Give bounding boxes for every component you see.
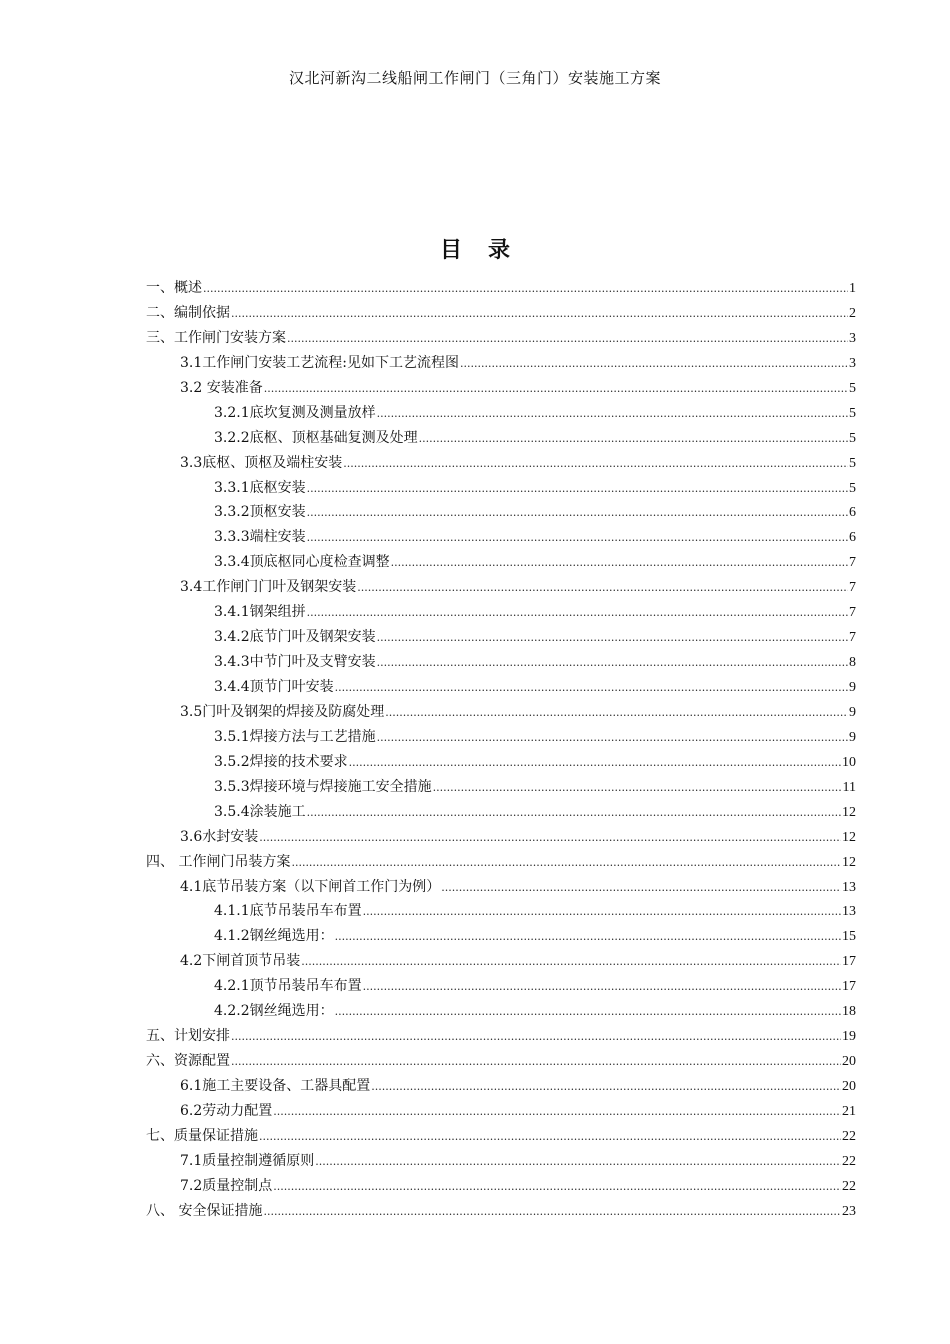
- toc-leader-dots: [363, 900, 841, 925]
- toc-leader-dots: [363, 975, 841, 1000]
- toc-entry-title: 4.2下闸首顶节吊装: [180, 953, 301, 970]
- toc-entry-title: 3.5.4涂装施工: [214, 803, 306, 820]
- toc-entry-title: 七、质量保证措施: [146, 1127, 258, 1144]
- toc-entry[interactable]: [146, 276, 856, 301]
- toc-page-number: 18: [842, 1004, 856, 1020]
- toc-entry[interactable]: [146, 550, 856, 575]
- toc-leader-dots: [301, 950, 841, 975]
- toc-page-number: 5: [849, 430, 856, 446]
- toc-entry[interactable]: [146, 1149, 856, 1174]
- toc-entry-title: 3.4工作闸门门叶及钢架安装: [180, 579, 357, 596]
- toc-leader-dots: [307, 601, 848, 626]
- toc-entry-title: 3.2 安装准备: [180, 379, 263, 396]
- toc-entry[interactable]: [146, 675, 856, 700]
- toc-page-number: 13: [842, 904, 856, 920]
- toc-page-number: 6: [849, 505, 856, 521]
- toc-page-number: 3: [849, 355, 856, 371]
- table-of-contents: [146, 276, 856, 1224]
- toc-leader-dots: [231, 1050, 841, 1075]
- toc-leader-dots: [377, 402, 848, 427]
- toc-page-number: 21: [842, 1103, 856, 1119]
- toc-title: 目录: [439, 237, 536, 263]
- toc-leader-dots: [231, 1025, 841, 1050]
- toc-entry[interactable]: [146, 376, 856, 401]
- toc-page-number: 7: [849, 555, 856, 571]
- toc-page-number: 19: [842, 1029, 856, 1045]
- toc-entry-title: 3.4.3中节门叶及支臂安装: [214, 654, 376, 671]
- toc-leader-dots: [273, 1175, 841, 1200]
- toc-entry-title: 7.1质量控制遵循原则: [180, 1152, 315, 1169]
- toc-entry-title: 4.1.2钢丝绳选用：: [214, 928, 334, 945]
- toc-entry[interactable]: [146, 1074, 856, 1099]
- toc-leader-dots: [315, 1150, 841, 1175]
- toc-entry[interactable]: [146, 899, 856, 924]
- toc-leader-dots: [263, 1200, 841, 1225]
- toc-page-number: 22: [842, 1153, 856, 1169]
- toc-leader-dots: [460, 352, 848, 377]
- toc-entry[interactable]: [146, 850, 856, 875]
- toc-page-number: 10: [842, 754, 856, 770]
- toc-page-number: 9: [849, 680, 856, 695]
- toc-entry-title: 3.4.2底节门叶及钢架安装: [214, 629, 376, 646]
- toc-entry[interactable]: [146, 949, 856, 974]
- toc-leader-dots: [231, 302, 848, 327]
- toc-entry-title: 4.1.1底节吊装吊车布置: [214, 903, 362, 920]
- toc-page-number: 1: [849, 281, 856, 296]
- toc-leader-dots: [377, 726, 848, 751]
- toc-entry[interactable]: [146, 426, 856, 451]
- toc-entry[interactable]: [146, 825, 856, 850]
- toc-entry[interactable]: [146, 800, 856, 825]
- page-header: 汉北河新沟二线船闸工作闸门（三角门）安装施工方案: [288, 69, 661, 87]
- toc-entry[interactable]: [146, 924, 856, 949]
- toc-page-number: 23: [842, 1203, 856, 1219]
- toc-entry[interactable]: [146, 1099, 856, 1124]
- toc-entry-title: 3.4.1钢架组拼: [214, 604, 306, 621]
- toc-entry-title: 3.3底枢、顶枢及端柱安装: [180, 454, 343, 471]
- toc-entry[interactable]: [146, 750, 856, 775]
- toc-entry-title: 4.1底节吊装方案（以下闸首工作门为例）: [180, 878, 441, 895]
- toc-page-number: 12: [842, 854, 856, 870]
- toc-entry[interactable]: [146, 575, 856, 600]
- toc-entry-title: 6.1施工主要设备、工器具配置: [180, 1078, 371, 1094]
- toc-leader-dots: [273, 1100, 841, 1125]
- toc-entry[interactable]: [146, 974, 856, 999]
- toc-entry[interactable]: [146, 351, 856, 376]
- toc-entry-title: 3.3.1底枢安装: [214, 479, 306, 496]
- toc-entry[interactable]: [146, 476, 856, 501]
- toc-entry-title: 3.3.2顶枢安装: [214, 504, 306, 521]
- toc-entry[interactable]: [146, 625, 856, 650]
- toc-entry-title: 3.5.3焊接环境与焊接施工安全措施: [214, 778, 432, 795]
- toc-page-number: 13: [842, 879, 856, 895]
- toc-entry[interactable]: [146, 1199, 856, 1224]
- toc-leader-dots: [307, 801, 841, 826]
- toc-entry-title: 6.2劳动力配置: [180, 1102, 273, 1119]
- toc-page-number: 12: [842, 804, 856, 820]
- toc-leader-dots: [203, 277, 848, 302]
- toc-leader-dots: [335, 1000, 841, 1025]
- toc-entry-title: 3.2.1底坎复测及测量放样: [214, 404, 376, 421]
- toc-entry-title: 八、 安全保证措施: [146, 1202, 263, 1219]
- toc-leader-dots: [264, 377, 848, 402]
- toc-entry[interactable]: [146, 1024, 856, 1049]
- toc-entry[interactable]: [146, 600, 856, 625]
- toc-entry[interactable]: [146, 725, 856, 750]
- toc-entry[interactable]: [146, 451, 856, 476]
- toc-leader-dots: [307, 477, 848, 502]
- toc-leader-dots: [349, 751, 841, 776]
- toc-entry-title: 4.2.1顶节吊装吊车布置: [214, 978, 362, 995]
- toc-page-number: 2: [849, 305, 856, 321]
- toc-entry-title: 7.2质量控制点: [180, 1177, 273, 1194]
- toc-page-number: 9: [849, 704, 856, 720]
- toc-page-number: 17: [842, 979, 856, 995]
- toc-entry[interactable]: [146, 700, 856, 725]
- toc-page-number: 6: [849, 530, 856, 546]
- toc-page-number: 12: [842, 829, 856, 845]
- toc-leader-dots: [307, 501, 848, 526]
- toc-entry-title: 3.3.4顶底枢同心度检查调整: [214, 554, 390, 571]
- toc-entry-title: 二、编制依据: [146, 304, 230, 321]
- toc-page-number: 20: [842, 1079, 856, 1094]
- toc-page-number: 7: [849, 630, 856, 646]
- toc-page-number: 3: [849, 330, 856, 346]
- toc-entry-title: 3.2.2底枢、顶枢基础复测及处理: [214, 429, 418, 446]
- toc-entry[interactable]: [146, 1174, 856, 1199]
- toc-entry-title: 五、计划安排: [146, 1028, 230, 1045]
- toc-leader-dots: [335, 676, 848, 701]
- toc-entry[interactable]: [146, 401, 856, 426]
- toc-leader-dots: [371, 1075, 841, 1100]
- toc-page-number: 5: [849, 405, 856, 421]
- toc-leader-dots: [291, 851, 841, 876]
- toc-leader-dots: [441, 876, 841, 901]
- toc-entry-title: 3.5门叶及钢架的焊接及防腐处理: [180, 703, 385, 720]
- toc-leader-dots: [433, 776, 842, 801]
- toc-entry-title: 3.4.4顶节门叶安装: [214, 679, 334, 695]
- toc-entry[interactable]: [146, 875, 856, 900]
- toc-page-number: 22: [842, 1128, 856, 1144]
- toc-entry[interactable]: [146, 1049, 856, 1074]
- toc-page-number: 22: [842, 1178, 856, 1194]
- toc-page-number: 5: [849, 480, 856, 496]
- toc-leader-dots: [343, 452, 848, 477]
- toc-leader-dots: [259, 826, 841, 851]
- toc-page-number: 11: [842, 779, 856, 795]
- toc-entry-title: 3.3.3端柱安装: [214, 529, 306, 546]
- toc-leader-dots: [357, 576, 848, 601]
- toc-page-number: 7: [849, 580, 856, 596]
- toc-entry[interactable]: [146, 500, 856, 525]
- toc-entry-title: 六、资源配置: [146, 1053, 230, 1070]
- toc-entry[interactable]: [146, 301, 856, 326]
- toc-leader-dots: [259, 1125, 841, 1150]
- toc-page-number: 15: [842, 929, 856, 945]
- toc-leader-dots: [377, 651, 848, 676]
- toc-leader-dots: [391, 551, 848, 576]
- toc-page-number: 5: [849, 380, 856, 396]
- toc-page-number: 5: [849, 455, 856, 471]
- toc-leader-dots: [287, 327, 848, 352]
- toc-entry-title: 一、概述: [146, 280, 202, 296]
- toc-leader-dots: [377, 626, 848, 651]
- toc-page-number: 17: [842, 954, 856, 970]
- toc-page-number: 20: [842, 1054, 856, 1070]
- toc-entry[interactable]: [146, 525, 856, 550]
- toc-entry-title: 四、 工作闸门吊装方案: [146, 853, 291, 870]
- toc-leader-dots: [307, 526, 848, 551]
- toc-leader-dots: [335, 925, 841, 950]
- toc-entry-title: 3.6水封安装: [180, 828, 259, 845]
- toc-entry[interactable]: [146, 999, 856, 1024]
- toc-entry[interactable]: [146, 775, 856, 800]
- toc-entry-title: 4.2.2钢丝绳选用：: [214, 1003, 334, 1020]
- toc-entry-title: 3.5.2焊接的技术要求: [214, 753, 348, 770]
- toc-leader-dots: [385, 701, 848, 726]
- toc-page-number: 9: [849, 729, 856, 745]
- toc-entry[interactable]: [146, 326, 856, 351]
- toc-page-number: 7: [849, 605, 856, 621]
- toc-leader-dots: [419, 427, 848, 452]
- toc-entry[interactable]: [146, 650, 856, 675]
- toc-entry[interactable]: [146, 1124, 856, 1149]
- toc-entry-title: 3.5.1焊接方法与工艺措施: [214, 728, 376, 745]
- toc-page-number: 8: [849, 655, 856, 671]
- toc-entry-title: 三、工作闸门安装方案: [146, 329, 286, 346]
- toc-entry-title: 3.1工作闸门安装工艺流程:见如下工艺流程图: [180, 354, 459, 371]
